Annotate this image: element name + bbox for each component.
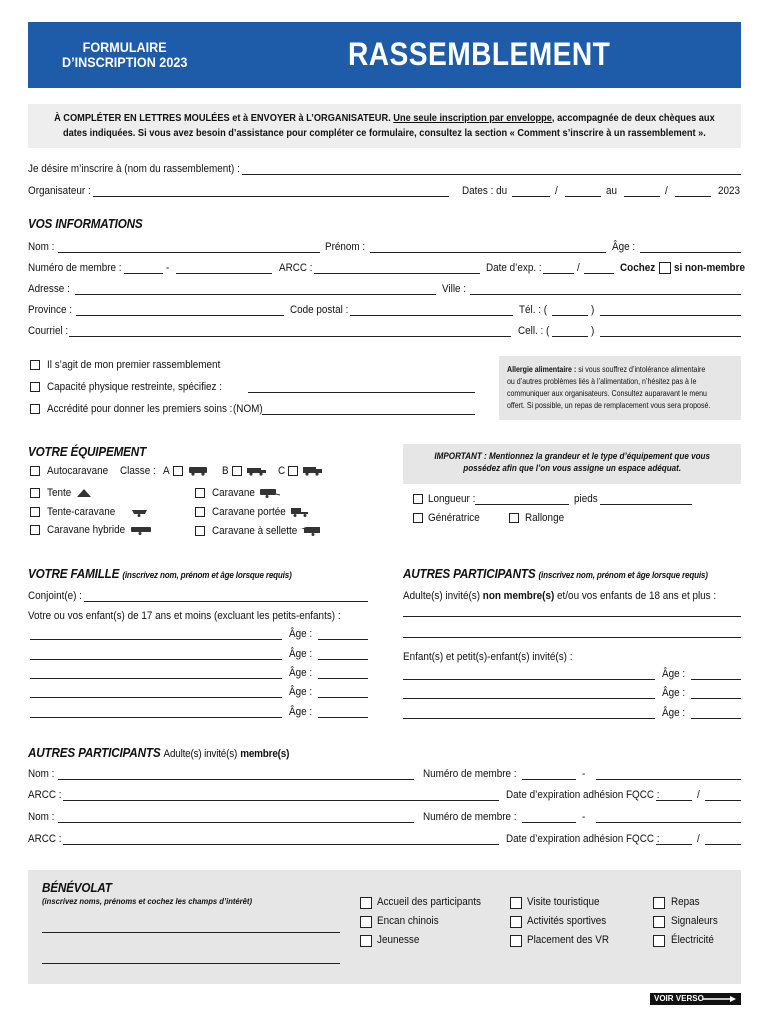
enfant-3-age-label: Âge : [289, 667, 313, 679]
rassemblement-field[interactable] [242, 174, 741, 175]
longueur-label: Longueur : [428, 493, 476, 505]
cell-label: Cell. : ( [518, 325, 550, 337]
tel-area-field[interactable] [552, 315, 588, 316]
enfant-invite-2-age-field[interactable] [691, 698, 741, 699]
jeunesse-checkbox[interactable] [360, 935, 372, 947]
date-slash-2: / [665, 185, 668, 197]
numero-membre-field-1[interactable] [124, 273, 163, 274]
dates-label: Dates : du [462, 185, 508, 197]
tente-checkbox[interactable] [30, 488, 40, 498]
classe-a-checkbox[interactable] [173, 466, 183, 476]
membre-2-arcc-field[interactable] [63, 844, 499, 845]
premier-rassemblement-checkbox[interactable] [30, 360, 40, 370]
nom-field[interactable] [58, 252, 320, 253]
autocaravane-checkbox[interactable] [30, 466, 40, 476]
accredite-label: Accrédité pour donner les premiers soins : [47, 403, 233, 415]
membre-1-fqcc-field-1[interactable] [656, 800, 692, 801]
classe-a-label: A [163, 465, 170, 477]
section-title-informations: VOS INFORMATIONS [28, 216, 143, 231]
encan-checkbox[interactable] [360, 916, 372, 928]
date-exp-field-2[interactable] [584, 273, 614, 274]
cell-area-field[interactable] [552, 336, 588, 337]
enfant-5-name-field[interactable] [30, 717, 282, 718]
membre-1-nom-field[interactable] [58, 779, 414, 780]
tent-trailer-icon [130, 507, 150, 520]
adultes-invites-label: Adulte(s) invité(s) non membre(s) et/ou vos enfants de 18 ans et plus : [403, 590, 717, 602]
nom-label: Nom : [28, 241, 55, 253]
membre-1-fqcc-field-2[interactable] [705, 800, 741, 801]
voir-verso-label: VOIR VERSO [654, 994, 704, 1003]
province-label: Province : [28, 304, 73, 316]
membre-2-numero-field-2[interactable] [596, 822, 741, 823]
membre-2-numero-field-1[interactable] [522, 822, 576, 823]
generatrice-label: Génératrice [428, 512, 480, 524]
date-year: 2023 [718, 185, 741, 197]
repas-checkbox[interactable] [653, 897, 665, 909]
capacite-checkbox[interactable] [30, 382, 40, 392]
hybrid-trailer-icon [130, 525, 154, 538]
adresse-field[interactable] [75, 294, 436, 295]
province-field[interactable] [76, 315, 284, 316]
tel-paren: ) [591, 304, 595, 316]
travel-trailer-icon [259, 488, 281, 501]
caravane-sellette-label: Caravane à sellette [212, 525, 298, 537]
date-slash: / [555, 185, 558, 197]
enfant-3-name-field[interactable] [30, 678, 282, 679]
allergie-text: Allergie alimentaire : si vous souffrez d’intolérance alimentaire ou d’autres problèmes liés à l’alimentation, n’hésitez pas à le communiquer aux organisateurs. Consultez auparavant le menu offert. Si possible, un repas de remplacement vous sera proposé. [507, 365, 711, 410]
membre-1-numero-label: Numéro de membre : [423, 768, 517, 780]
caravane-hybride-checkbox[interactable] [30, 525, 40, 535]
adresse-label: Adresse : [28, 283, 70, 295]
intro-box [28, 104, 741, 148]
prenom-field[interactable] [370, 252, 606, 253]
electricite-checkbox[interactable] [653, 935, 665, 947]
encan-label: Encan chinois [377, 915, 439, 927]
generatrice-checkbox[interactable] [413, 513, 423, 523]
date-exp-label: Date d’exp. : [486, 262, 542, 274]
date-exp-slash: / [577, 262, 580, 274]
date-au-label: au [606, 185, 618, 197]
enfant-invite-3-name-field[interactable] [403, 718, 655, 719]
classe-c-checkbox[interactable] [288, 466, 298, 476]
accredite-nom-label: (NOM) [233, 403, 263, 415]
membre-2-fqcc-slash: / [697, 833, 700, 845]
organisateur-label: Organisateur : [28, 185, 91, 197]
membre-1-fqcc-label: Date d’expiration adhésion FQCC : [506, 789, 660, 801]
voir-verso-tag[interactable] [650, 993, 741, 1005]
membre-1-arcc-label: ARCC : [28, 789, 62, 801]
age-label: Âge : [612, 241, 636, 253]
signaleurs-checkbox[interactable] [653, 916, 665, 928]
conjoint-field[interactable] [84, 601, 368, 602]
premier-rassemblement-label: Il s’agit de mon premier rassemblement [47, 359, 221, 371]
courriel-label: Courriel : [28, 325, 69, 337]
header-banner [28, 22, 741, 88]
rallonge-checkbox[interactable] [509, 513, 519, 523]
age-field[interactable] [640, 252, 741, 253]
visite-label: Visite touristique [527, 896, 600, 908]
fifth-wheel-icon [300, 526, 322, 539]
caravane-checkbox[interactable] [195, 488, 205, 498]
section-title-famille: VOTRE FAMILLE (inscrivez nom, prénom et âge lorsque requis) [28, 566, 292, 581]
enfant-2-age-field[interactable] [318, 659, 368, 660]
longueur-field[interactable] [475, 504, 569, 505]
membre-1-numero-field-2[interactable] [596, 779, 741, 780]
page-title: RASSEMBLEMENT [348, 36, 611, 72]
prenom-label: Prénom : [325, 241, 366, 253]
non-membre-checkbox[interactable] [659, 262, 671, 274]
code-postal-field[interactable] [350, 315, 513, 316]
enfant-invite-3-age-field[interactable] [691, 718, 741, 719]
membre-2-nom-field[interactable] [58, 822, 414, 823]
rallonge-label: Rallonge [525, 512, 565, 524]
form-subtitle [62, 40, 187, 70]
membre-1-numero-field-1[interactable] [522, 779, 576, 780]
enfant-invite-3-age-label: Âge : [662, 707, 686, 719]
ville-field[interactable] [470, 294, 741, 295]
numero-dash: - [166, 262, 170, 274]
numero-membre-field-2[interactable] [176, 273, 272, 274]
form-line2: D’INSCRIPTION 2023 [62, 54, 188, 70]
enfants-invites-label: Enfant(s) et petit(s)-enfant(s) invité(s) : [403, 651, 573, 663]
enfant-4-age-label: Âge : [289, 686, 313, 698]
date-end-day-field[interactable] [624, 196, 660, 197]
classe-b-checkbox[interactable] [232, 466, 242, 476]
motorhome-b-icon [246, 466, 268, 479]
repas-label: Repas [671, 896, 700, 908]
signaleurs-label: Signaleurs [671, 915, 718, 927]
membre-1-dash: - [582, 768, 586, 780]
placement-label: Placement des VR [527, 934, 609, 946]
date-start-day-field[interactable] [512, 196, 550, 197]
visite-checkbox[interactable] [510, 897, 522, 909]
pieds-label: pieds [574, 493, 598, 505]
classe-b-label: B [222, 465, 229, 477]
pieds-field[interactable] [600, 504, 692, 505]
activites-checkbox[interactable] [510, 916, 522, 928]
enfant-invite-1-age-label: Âge : [662, 668, 686, 680]
enfant-5-age-field[interactable] [318, 717, 368, 718]
accueil-checkbox[interactable] [360, 897, 372, 909]
electricite-label: Électricité [671, 934, 714, 946]
motorhome-c-icon [302, 466, 324, 479]
caravane-hybride-label: Caravane hybride [47, 524, 126, 536]
enfant-invite-1-name-field[interactable] [403, 679, 655, 680]
membre-2-fqcc-label: Date d’expiration adhésion FQCC : [506, 833, 660, 845]
enfant-1-age-label: Âge : [289, 628, 313, 640]
form-line1: FORMULAIRE [82, 39, 167, 55]
membre-1-nom-label: Nom : [28, 768, 55, 780]
placement-checkbox[interactable] [510, 935, 522, 947]
membre-2-arcc-label: ARCC : [28, 833, 62, 845]
enfant-invite-1-age-field[interactable] [691, 679, 741, 680]
membre-2-nom-label: Nom : [28, 811, 55, 823]
accredite-field[interactable] [262, 414, 475, 415]
enfant-invite-2-age-label: Âge : [662, 687, 686, 699]
enfant-3-age-field[interactable] [318, 678, 368, 679]
enfant-4-age-field[interactable] [318, 697, 368, 698]
cochez-label: Cochez [620, 262, 656, 274]
motorhome-a-icon [188, 466, 210, 479]
autocaravane-label: Autocaravane [47, 465, 109, 477]
tent-icon [76, 488, 92, 501]
arcc-label: ARCC : [279, 262, 313, 274]
longueur-checkbox[interactable] [413, 494, 423, 504]
enfant-2-name-field[interactable] [30, 659, 282, 660]
enfants-label: Votre ou vos enfant(s) de 17 ans et moins (excluant les petits-enfants) : [28, 610, 341, 622]
rassemblement-label: Je désire m’inscrire à (nom du rassemblement) : [28, 163, 240, 175]
capacite-label: Capacité physique restreinte, spécifiez : [47, 381, 222, 393]
allergie-box [499, 356, 741, 420]
caravane-portee-label: Caravane portée [212, 506, 286, 518]
code-postal-label: Code postal : [290, 304, 349, 316]
section-title-benevolat: BÉNÉVOLAT [42, 880, 112, 895]
important-text: IMPORTANT : Mentionnez la grandeur et le type d’équipement que vous possédez afin que l’on vous assigne un espace adéquat. [434, 451, 710, 473]
intro-text: À COMPLÉTER EN LETTRES MOULÉES et à ENVOYER à L’ORGANISATEUR. Une seule inscription par enveloppe, accompagnée de deux chèques aux dates indiquées. Si vous avez besoin d’assistance pour compléter ce formulaire, consultez la section « Comment s’inscrire à un rassemblement ». [54, 112, 715, 139]
non-membre-label: si non-membre [674, 262, 745, 274]
caravane-sellette-checkbox[interactable] [195, 526, 205, 536]
arcc-field[interactable] [314, 273, 480, 274]
enfant-4-name-field[interactable] [30, 697, 282, 698]
classe-label: Classe : [120, 465, 156, 477]
section-title-autres: AUTRES PARTICIPANTS (inscrivez nom, prénom et âge lorsque requis) [403, 566, 708, 581]
caravane-label: Caravane [212, 487, 255, 499]
date-end-month-field[interactable] [675, 196, 711, 197]
membre-2-numero-label: Numéro de membre : [423, 811, 517, 823]
membre-2-fqcc-field-1[interactable] [656, 844, 692, 845]
membre-1-fqcc-slash: / [697, 789, 700, 801]
accueil-label: Accueil des participants [377, 896, 482, 908]
tente-label: Tente [47, 487, 72, 499]
caravane-portee-checkbox[interactable] [195, 507, 205, 517]
benevole-2-field[interactable] [42, 963, 340, 964]
adulte-invite-1-field[interactable] [403, 616, 741, 617]
important-box [403, 444, 741, 484]
courriel-field[interactable] [69, 336, 511, 337]
benevolat-hint: (inscrivez noms, prénoms et cochez les champs d’intérêt) [42, 896, 253, 906]
tente-caravane-checkbox[interactable] [30, 507, 40, 517]
cell-paren: ) [591, 325, 595, 337]
conjoint-label: Conjoint(e) : [28, 590, 82, 602]
enfant-1-age-field[interactable] [318, 639, 368, 640]
adulte-invite-2-field[interactable] [403, 637, 741, 638]
arrow-right-icon [702, 994, 738, 1007]
enfant-1-name-field[interactable] [30, 639, 282, 640]
activites-label: Activités sportives [527, 915, 607, 927]
capacite-field[interactable] [248, 392, 475, 393]
enfant-2-age-label: Âge : [289, 648, 313, 660]
date-exp-field-1[interactable] [543, 273, 574, 274]
benevole-1-field[interactable] [42, 932, 340, 933]
ville-label: Ville : [442, 283, 467, 295]
membre-2-dash: - [582, 811, 586, 823]
jeunesse-label: Jeunesse [377, 934, 420, 946]
section-title-autres-membres: AUTRES PARTICIPANTS Adulte(s) invité(s) membre(s) [28, 745, 290, 760]
accredite-checkbox[interactable] [30, 404, 40, 414]
date-start-month-field[interactable] [565, 196, 601, 197]
enfant-5-age-label: Âge : [289, 706, 313, 718]
tel-number-field[interactable] [600, 315, 741, 316]
classe-c-label: C [278, 465, 286, 477]
organisateur-field[interactable] [93, 196, 449, 197]
numero-membre-label: Numéro de membre : [28, 262, 122, 274]
truck-camper-icon [290, 507, 310, 520]
tente-caravane-label: Tente-caravane [47, 506, 116, 518]
enfant-invite-2-name-field[interactable] [403, 698, 655, 699]
cell-number-field[interactable] [600, 336, 741, 337]
tel-label: Tél. : ( [519, 304, 548, 316]
membre-1-arcc-field[interactable] [63, 800, 499, 801]
membre-2-fqcc-field-2[interactable] [705, 844, 741, 845]
section-title-equipement: VOTRE ÉQUIPEMENT [28, 444, 147, 459]
